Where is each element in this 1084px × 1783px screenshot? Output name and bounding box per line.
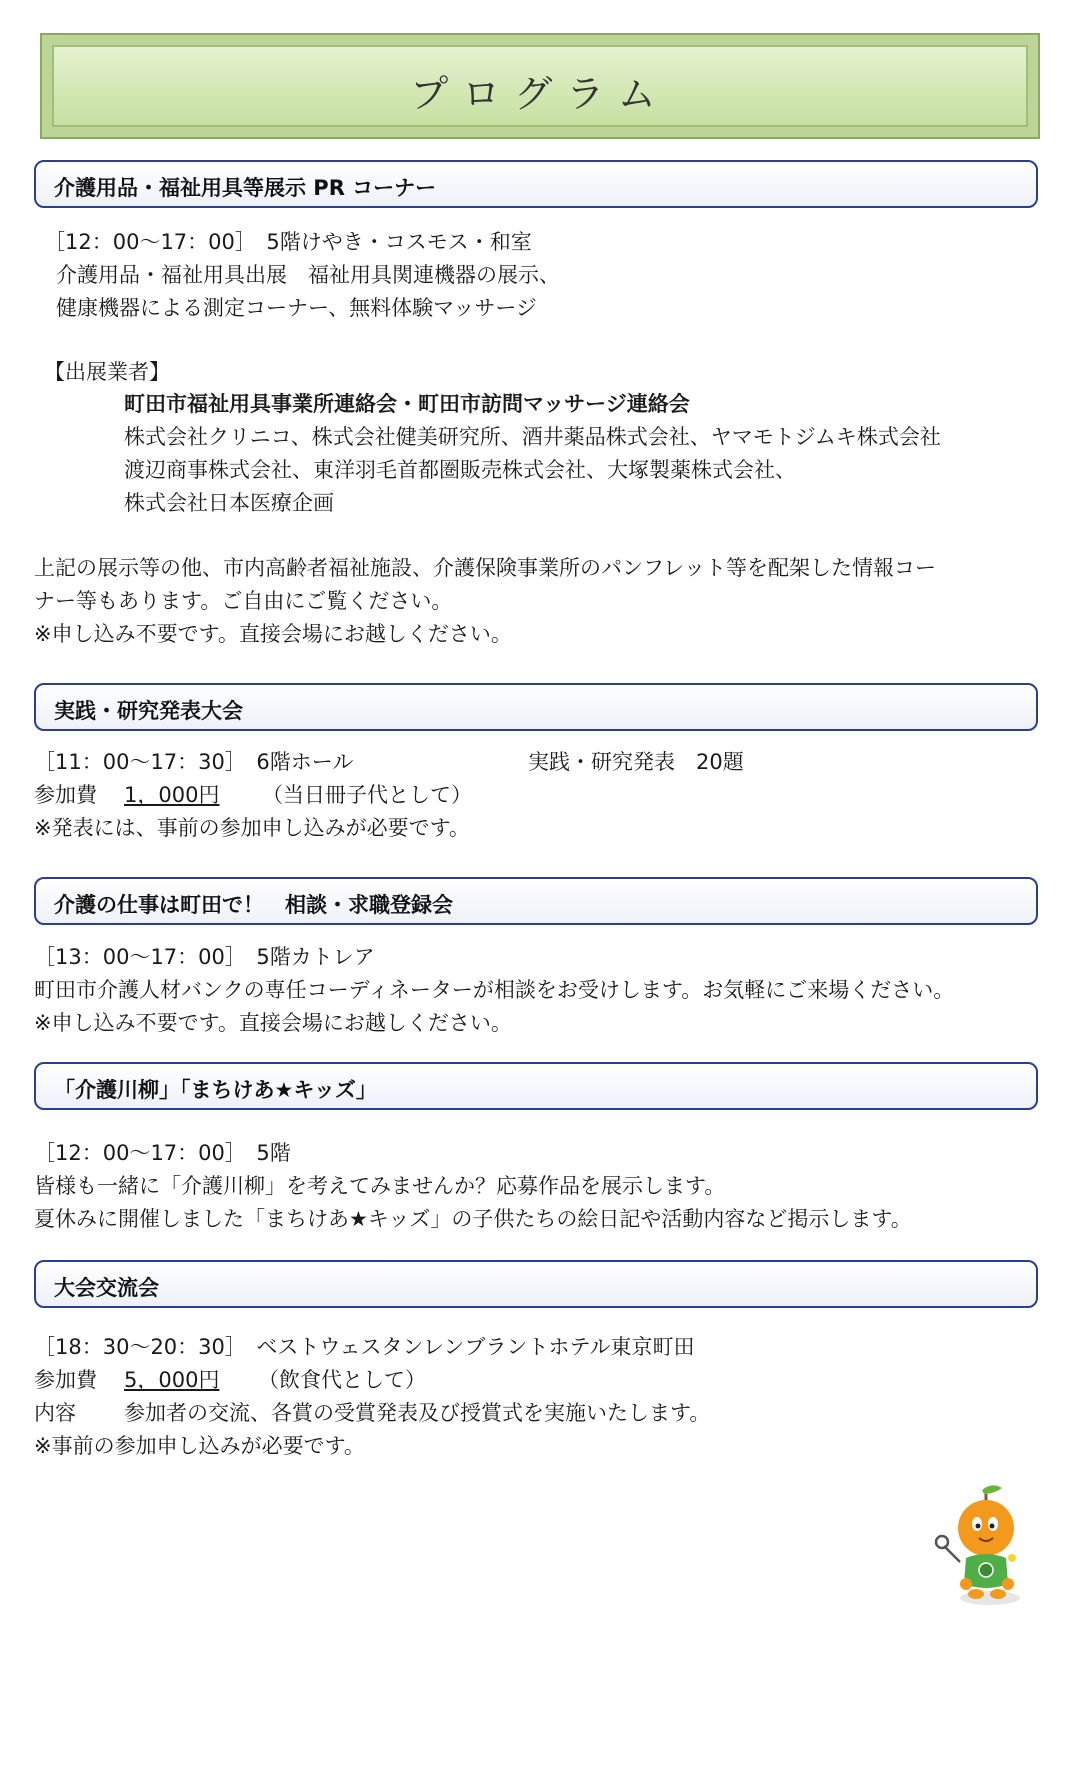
section-title: 介護の仕事は町田で！ 相談・求職登録会 — [54, 893, 453, 917]
section-title: 実践・研究発表大会 — [54, 699, 243, 723]
exhibitor-association: 町田市福祉用具事業所連絡会・町田市訪問マッサージ連絡会 — [124, 392, 690, 416]
content-text: 参加者の交流、各賞の受賞発表及び授賞式を実施いたします。 — [124, 1401, 711, 1425]
section-title: 介護用品・福祉用具等展示 PR コーナー — [54, 176, 437, 200]
description-line: 皆様も一緒に「介護川柳」を考えてみませんか？応募作品を展示します。 — [34, 1174, 726, 1198]
fee-note: （飲食代として） — [258, 1368, 426, 1392]
mascot-character-icon — [930, 1480, 1030, 1610]
exhibitor-line: 渡辺商事株式会社、東洋羽毛首都圏販売株式会社、大塚製薬株式会社、 — [124, 458, 796, 482]
time-venue: ［13：00～17：00］ 5階カトレア — [34, 945, 375, 969]
section-header-reception — [34, 1260, 1038, 1308]
description-line: 夏休みに開催しました「まちけあ★キッズ」の子供たちの絵日記や活動内容など掲示します。 — [34, 1207, 912, 1231]
exhibitor-line: 株式会社日本医療企画 — [124, 491, 334, 515]
section-title: 「介護川柳」「まちけあ★キッズ」 — [54, 1078, 377, 1102]
exhibitor-label: 【出展業者】 — [44, 360, 170, 384]
presentation-count: 実践・研究発表 20題 — [528, 750, 744, 774]
time-venue: ［18：30～20：30］ ベストウェスタンレンブラントホテル東京町田 — [34, 1335, 695, 1359]
section-header-senryu — [34, 1062, 1038, 1110]
note-line: ※申し込み不要です。直接会場にお越しください。 — [34, 622, 512, 646]
content-label: 内容 — [34, 1401, 76, 1425]
fee-label: 参加費 — [34, 1368, 97, 1392]
note-line: 上記の展示等の他、市内高齢者福祉施設、介護保険事業所のパンフレット等を配架した情報コー — [34, 556, 936, 580]
description-line: 健康機器による測定コーナー、無料体験マッサージ — [56, 296, 537, 320]
section-header-presentation — [34, 683, 1038, 731]
exhibitor-line: 株式会社クリニコ、株式会社健美研究所、酒井薬品株式会社、ヤマモトジムキ株式会社 — [124, 425, 941, 449]
time-venue: ［11：00～17：30］ 6階ホール — [34, 750, 354, 774]
note-line: ※事前の参加申し込みが必要です。 — [34, 1434, 365, 1458]
section-header-job-fair — [34, 877, 1038, 925]
time-venue: ［12：00～17：00］ 5階 — [34, 1141, 291, 1165]
note-line: ナー等もあります。ご自由にご覧ください。 — [34, 589, 453, 613]
section-header-exhibition — [34, 160, 1038, 208]
description-line: 町田市介護人材バンクの専任コーディネーターが相談をお受けします。お気軽にご来場ください。 — [34, 978, 955, 1002]
title-banner — [40, 33, 1040, 139]
note-line: ※発表には、事前の参加申し込みが必要です。 — [34, 816, 470, 840]
fee-value: 5，000円 — [124, 1368, 220, 1392]
fee-note: （当日冊子代として） — [262, 783, 472, 807]
note-line: ※申し込み不要です。直接会場にお越しください。 — [34, 1011, 512, 1035]
page-title: プログラム — [410, 72, 670, 116]
time-venue: ［12：00～17：00］ 5階けやき・コスモス・和室 — [44, 230, 532, 254]
fee-value: 1，000円 — [124, 783, 220, 807]
description-line: 介護用品・福祉用具出展 福祉用具関連機器の展示、 — [56, 263, 560, 287]
fee-label: 参加費 — [34, 783, 97, 807]
section-title: 大会交流会 — [54, 1276, 159, 1300]
